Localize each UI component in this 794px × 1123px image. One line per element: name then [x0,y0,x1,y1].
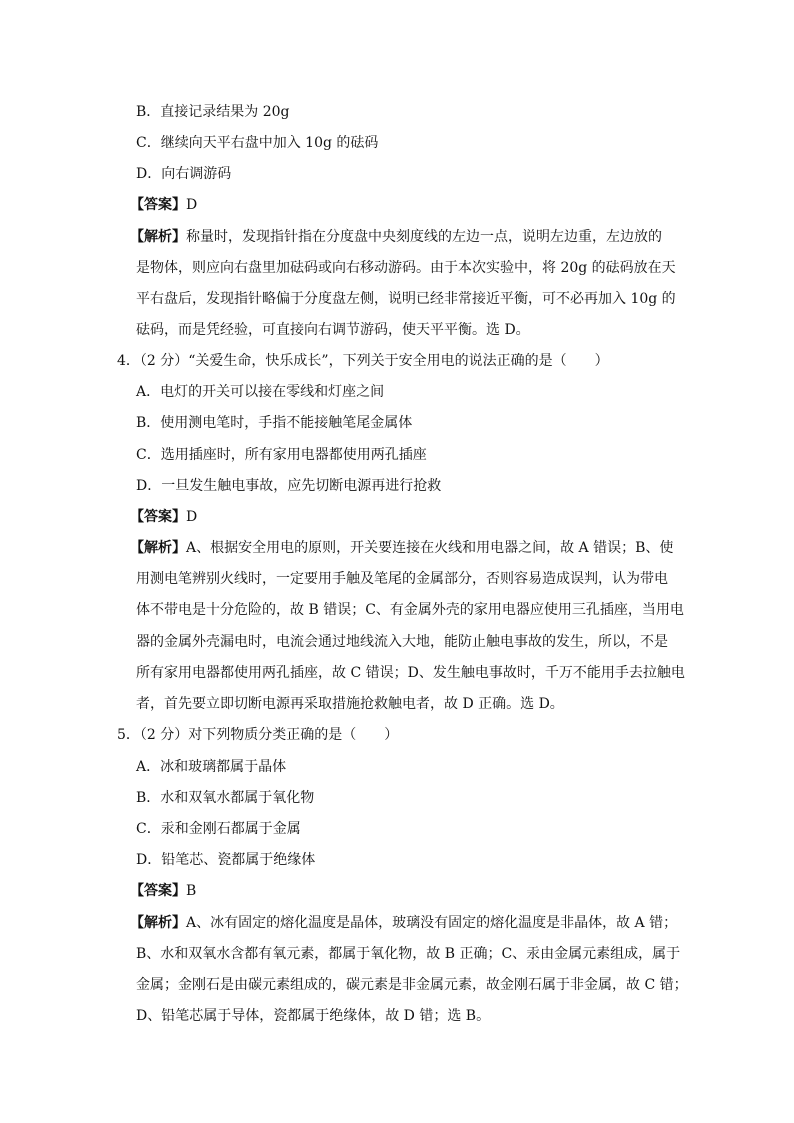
q4-option-d: D．一旦发生触电事故，应先切断电源再进行抢救 [136,478,442,494]
q3-analysis-line-3: 平右盘后，发现指针略偏于分度盘左侧，说明已经非常接近平衡，可不必再加入 10g 的 [136,291,676,307]
q5-option-d: D．铅笔芯、瓷都属于绝缘体 [136,852,316,868]
q4-analysis-line-6: 者，首先要立即切断电源再采取措施抢救触电者，故 D 正确。选 D。 [136,696,564,712]
answer-value: D [186,197,198,213]
q5-option-a: A．冰和玻璃都属于晶体 [136,759,287,775]
q3-option-b: B．直接记录结果为 20g [136,104,290,120]
q3-analysis-line-1 [130,227,662,247]
answer-tag: 【答案】 [130,509,186,525]
analysis-text: A、冰有固定的熔化温度是晶体，玻璃没有固定的熔化温度是非晶体，故 A 错； [186,915,678,931]
q4-analysis-line-3: 体不带电是十分危险的，故 B 错误；C、有金属外壳的家用电器应使用三孔插座，当用电 [136,602,684,618]
analysis-text: A、根据安全用电的原则，开关要连接在火线和用电器之间，故 A 错误；B、使 [186,540,674,556]
q4-analysis-line-5: 所有家用电器都使用两孔插座，故 C 错误；D、发生触电事故时，千万不能用手去拉触电 [136,665,685,681]
q5-analysis-line-4: D、铅笔芯属于导体，瓷都属于绝缘体，故 D 错；选 B。 [136,1008,491,1024]
analysis-text: 称量时，发现指针指在分度盘中央刻度线的左边一点，说明左边重，左边放的 [186,229,662,245]
answer-value: B [186,883,197,899]
q5-option-b: B．水和双氧水都属于氧化物 [136,790,315,806]
q4-option-c: C．选用插座时，所有家用电器都使用两孔插座 [136,447,427,463]
q5-stem: 5．（2 分）对下列物质分类正确的是（ ） [117,727,399,743]
answer-tag: 【答案】 [130,883,186,899]
q3-answer [130,195,197,215]
q5-analysis-line-2: B、水和双氧水含都有氧元素，都属于氧化物，故 B 正确；C、汞由金属元素组成，属于 [136,946,681,962]
analysis-tag: 【解析】 [130,229,186,245]
q4-analysis-line-1 [130,538,673,558]
q3-option-d: D．向右调游码 [136,166,232,182]
q4-option-b: B．使用测电笔时，手指不能接触笔尾金属体 [136,415,413,431]
q4-answer [130,507,197,527]
q3-option-c: C．继续向天平右盘中加入 10g 的砝码 [136,135,379,151]
q5-analysis-line-3: 金属；金刚石是由碳元素组成的，碳元素是非金属元素，故金刚石属于非金属，故 C 错； [136,977,688,993]
q4-analysis-line-2: 用测电笔辨别火线时，一定要用手触及笔尾的金属部分，否则容易造成误判，认为带电 [136,571,668,587]
answer-tag: 【答案】 [130,197,186,213]
q5-option-c: C．汞和金刚石都属于金属 [136,821,301,837]
analysis-tag: 【解析】 [130,540,186,556]
q4-option-a: A．电灯的开关可以接在零线和灯座之间 [136,384,385,400]
analysis-tag: 【解析】 [130,915,186,931]
q4-analysis-line-4: 器的金属外壳漏电时，电流会通过地线流入大地，能防止触电事故的发生，所以，不是 [136,634,668,650]
q3-analysis-line-2: 是物体，则应向右盘里加砝码或向右移动游码。由于本次实验中，将 20g 的砝码放在天 [136,260,676,276]
q3-analysis-line-4: 砝码，而是凭经验，可直接向右调节游码，使天平平衡。选 D。 [136,322,530,338]
q4-stem: 4．（2 分）“关爱生命，快乐成长”，下列关于安全用电的说法正确的是（ ） [117,353,609,369]
q5-analysis-line-1 [130,913,677,933]
q5-answer [130,881,196,901]
answer-value: D [186,509,198,525]
